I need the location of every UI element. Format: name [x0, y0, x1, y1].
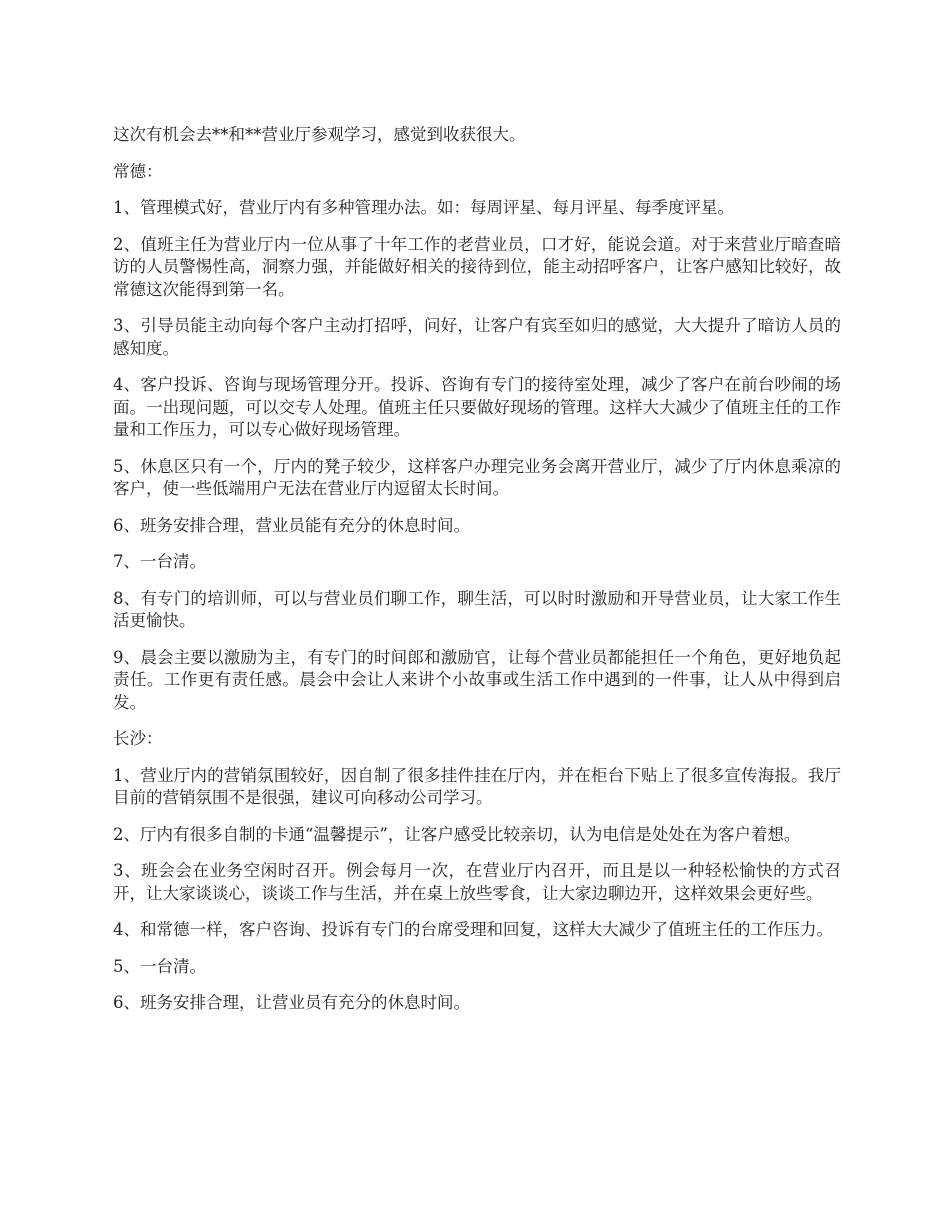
- changde-item-1: 1、管理模式好，营业厅内有多种管理办法。如：每周评星、每月评星、每季度评星。: [113, 198, 734, 217]
- section-heading-changsha: 长沙：: [113, 729, 163, 748]
- changde-item-3: 3、引导员能主动向每个客户主动打招呼，问好，让客户有宾至如归的感觉，大大提升了暗访人员的感知度。: [113, 316, 841, 358]
- changde-item-5: 5、休息区只有一个，厅内的凳子较少，这样客户办理完业务会离开营业厅，减少了厅内休息乘凉的客户，使一些低端用户无法在营业厅内逗留太长时间。: [113, 456, 841, 498]
- changde-item-4: 4、客户投诉、咨询与现场管理分开。投诉、咨询有专门的接待室处理，减少了客户在前台吵闹的场面。一出现问题，可以交专人处理。值班主任只要做好现场的管理。这样大大减少了值班主任的工作量和工作压力，可以专心做好现场管理。: [113, 375, 841, 439]
- section-heading-changde: 常德：: [113, 161, 163, 181]
- changde-item-8: 8、有专门的培训师，可以与营业员们聊工作，聊生活，可以时时激励和开导营业员，让大家工作生活更愉快。: [113, 588, 841, 630]
- intro-paragraph: 这次有机会去**和**营业厅参观学习，感觉到收获很大。: [113, 125, 526, 144]
- changsha-item-1: 1、营业厅内的营销氛围较好，因自制了很多挂件挂在厅内，并在柜台下贴上了很多宣传海报。我厅目前的营销氛围不是很强，建议可向移动公司学习。: [113, 765, 841, 807]
- changsha-item-6: 6、班务安排合理，让营业员有充分的休息时间。: [113, 993, 470, 1012]
- changsha-item-4: 4、和常德一样，客户咨询、投诉有专门的台席受理和回复，这样大大减少了值班主任的工作压力。: [113, 920, 833, 939]
- changsha-item-5: 5、一台清。: [113, 956, 206, 976]
- changde-item-7: 7、一台清。: [113, 552, 206, 571]
- changsha-item-2: 2、厅内有很多自制的卡通“温馨提示”，让客户感受比较亲切，认为电信是处处在为客户着想。: [113, 824, 801, 844]
- changde-item-9: 9、晨会主要以激励为主，有专门的时间郎和激励官，让每个营业员都能担任一个角色，更好地负起责任。工作更有责任感。晨会中会让人来讲个小故事或生活工作中遇到的一件事，让人从中得到启发。: [113, 647, 841, 712]
- changsha-item-3: 3、班会会在业务空闲时召开。例会每月一次，在营业厅内召开，而且是以一种轻松愉快的方式召开，让大家谈谈心，谈谈工作与生活，并在桌上放些零食，让大家边聊边开，这样效果会更好些。: [113, 861, 841, 903]
- document-body: [113, 124, 841, 1029]
- changde-item-6: 6、班务安排合理，营业员能有充分的休息时间。: [113, 515, 470, 535]
- changde-item-2: 2、值班主任为营业厅内一位从事了十年工作的老营业员，口才好，能说会道。对于来营业厅暗查暗访的人员警惕性高，洞察力强，并能做好相关的接待到位，能主动招呼客户，让客户感知比较好，故常德这次能得到第一名。: [113, 234, 841, 299]
